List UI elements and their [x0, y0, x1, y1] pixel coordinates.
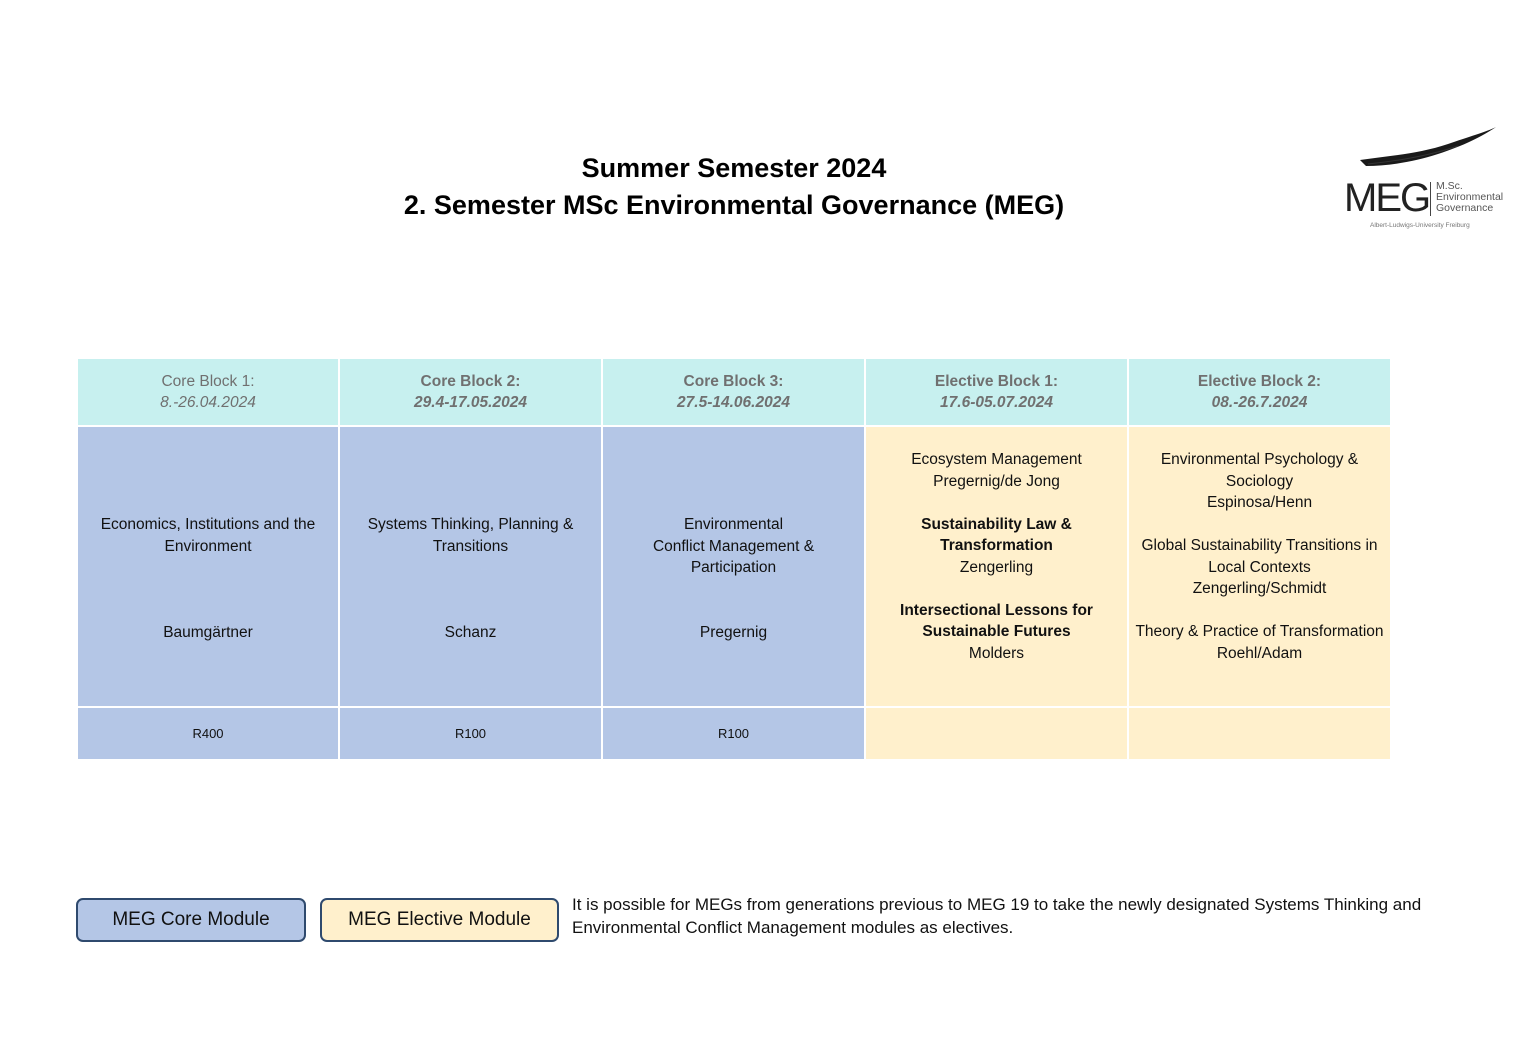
block-dates: 17.6-05.07.2024	[940, 394, 1053, 411]
logo-subtitle	[1436, 181, 1503, 214]
block-label: Core Block 3:	[683, 372, 784, 390]
room-cell: R100	[340, 708, 601, 759]
logo-subtitle-line: Environmental	[1436, 191, 1504, 203]
lecturer: Pregernig/de Jong	[933, 472, 1060, 490]
block-label: Elective Block 1:	[934, 372, 1059, 390]
logo-mark: MEG	[1344, 176, 1430, 220]
module-title: Systems Thinking, Planning & Transitions	[367, 516, 574, 555]
logo-divider	[1430, 182, 1431, 216]
module-title: Environmental Psychology & Sociology	[1160, 451, 1359, 490]
lecturer: Schanz	[444, 624, 497, 641]
block-dates: 27.5-14.06.2024	[677, 394, 790, 411]
room-cell: R100	[603, 708, 864, 759]
title-line-semester: Summer Semester 2024	[581, 153, 887, 183]
module-title-line: Conflict Management & Participation	[652, 537, 815, 576]
header-elective-block-1	[866, 359, 1127, 425]
module-title: Intersectional Lessons for Sustainable Futures	[900, 601, 1093, 640]
block-label: Core Block 1:	[161, 372, 255, 390]
header-core-block-3	[603, 359, 864, 425]
elective-item	[866, 600, 1127, 665]
legend-elective-module: MEG Elective Module	[320, 898, 559, 942]
title-line-program: 2. Semester MSc Environmental Governance (MEG)	[403, 190, 1065, 220]
header-elective-block-2	[1129, 359, 1390, 425]
module-title: Ecosystem Management	[911, 451, 1082, 468]
rooms-row	[78, 708, 1390, 759]
module-title-line: Environmental	[683, 516, 784, 533]
elective-item	[1129, 449, 1390, 514]
core-module-cell	[340, 427, 601, 706]
lecturer: Espinosa/Henn	[1206, 494, 1313, 511]
header-core-block-2	[340, 359, 601, 425]
meg-logo	[1342, 126, 1514, 236]
module-title: Sustainability Law & Transformation	[921, 515, 1072, 554]
elective-item	[1129, 621, 1390, 664]
header-row	[78, 359, 1390, 425]
lecturer: Zengerling/Schmidt	[1192, 580, 1327, 597]
page-title	[0, 150, 1468, 224]
lecturer: Molders	[968, 644, 1025, 662]
legend-core-module: MEG Core Module	[76, 898, 306, 942]
core-module-cell	[603, 427, 864, 706]
elective-item	[866, 449, 1127, 492]
elective-item	[866, 514, 1127, 579]
elective-block-2-cell	[1129, 427, 1390, 706]
lecturer: Pregernig	[699, 624, 768, 641]
lecturer: Zengerling	[959, 558, 1034, 576]
logo-university: Albert-Ludwigs-University Freiburg	[1370, 222, 1470, 229]
block-label: Core Block 2:	[420, 372, 521, 390]
legend-note: It is possible for MEGs from generations previous to MEG 19 to take the newly designated Systems Thinking and Environmental Conflict Management modules as electives.	[572, 895, 1422, 937]
block-label: Elective Block 2:	[1197, 372, 1322, 390]
module-title: Global Sustainability Transitions in Local Contexts	[1141, 537, 1378, 576]
lecturer: Baumgärtner	[163, 624, 253, 641]
logo-subtitle-line: Governance	[1436, 202, 1494, 214]
logo-subtitle-line: M.Sc.	[1436, 180, 1463, 192]
elective-block-1-cell	[866, 427, 1127, 706]
module-title: Economics, Institutions and the Environment	[100, 516, 316, 555]
room-cell-empty	[1129, 708, 1390, 759]
block-dates: 8.-26.04.2024	[160, 394, 256, 411]
schedule-table	[76, 357, 1392, 761]
module-title	[603, 514, 864, 579]
core-module-cell	[78, 427, 338, 706]
room-cell-empty	[866, 708, 1127, 759]
lecturer: Roehl/Adam	[1216, 644, 1303, 662]
brush-stroke-icon	[1358, 126, 1498, 170]
module-title: Theory & Practice of Transformation	[1135, 623, 1384, 640]
header-core-block-1	[78, 359, 338, 425]
room-cell: R400	[78, 708, 338, 759]
elective-item	[1129, 535, 1390, 600]
modules-row	[78, 427, 1390, 706]
block-dates: 08.-26.7.2024	[1211, 394, 1308, 411]
block-dates: 29.4-17.05.2024	[414, 394, 527, 411]
